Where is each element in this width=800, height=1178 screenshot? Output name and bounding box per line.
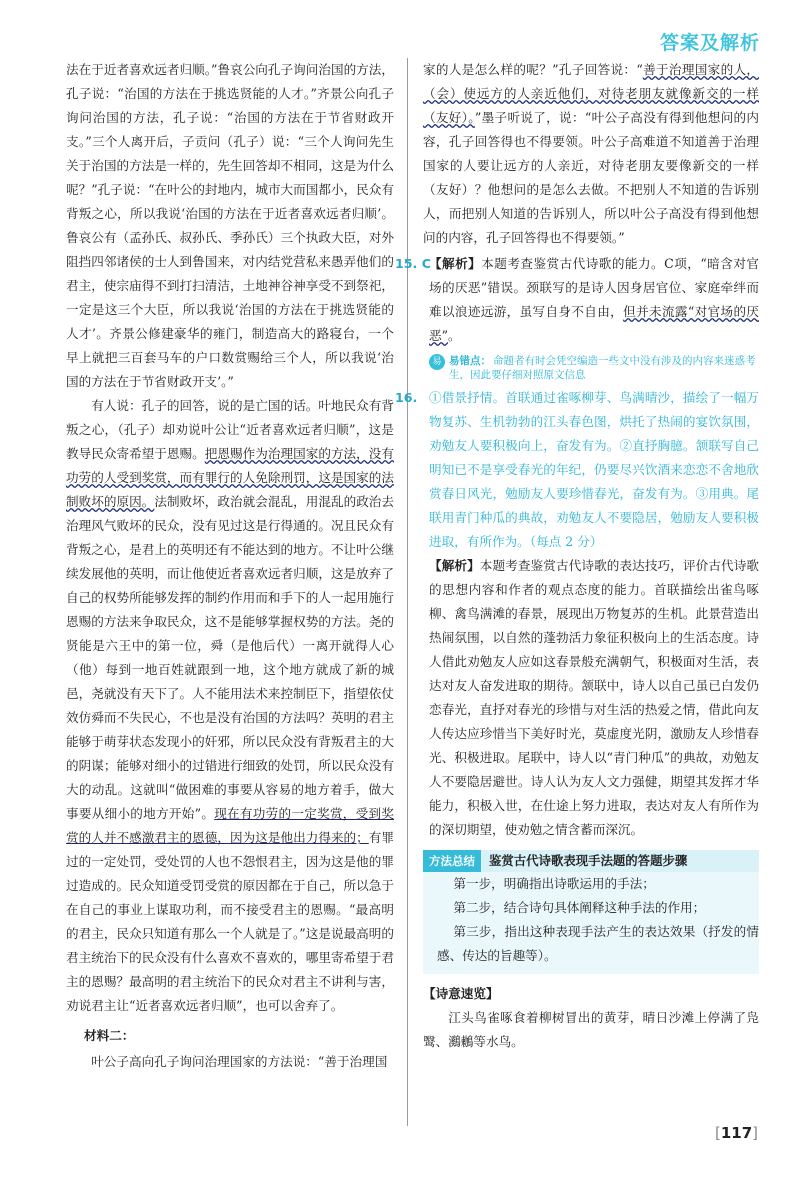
underlined-sentence: 善于治理国家的人，（会）使远方的人亲近他们，对待老朋友就像新交的一样（友好）。	[423, 62, 759, 125]
poem-meaning-heading: 【诗意速览】	[423, 986, 499, 1001]
right-column	[395, 58, 760, 1054]
paragraph-text: 有罪过的一定处罚，受处罚的人也不怨恨君主，因为这是他的罪过造成的。民众知道受罚受赏的原因都在于自己，所以急于在自己的事业上谋取功利，而不接受君主的恩赐。“最高明的君主，民众只知道有那么一个人就是了。”这是说最高明的君主统治下的民众没有什么喜欢不喜欢的，哪里寄希望于君主的恩赐？最高明的君主统治下的民众对君主不讲利与害，劝说君主让“近者喜欢远者归顺”，也可以舍弃了。	[66, 830, 395, 1013]
analysis-text: 本题考查鉴赏古代诗歌的表达技巧，评价古代诗歌的思想内容和作者的观点态度的能力。首联描绘出雀鸟啄柳、禽鸟满滩的春景，展现出万物复苏的生机。此景营造出热闹氛围，以自然的蓬勃活力象征积极向上的生活态度。诗人借此劝勉友人应如这春景般充满朝气，积极面对生活，表达对友人奋发进取的期待。颔联中，诗人以自己虽已白发仍恋春光，直抒对春光的珍惜与对生活的热爱之情，借此向友人传达应珍惜当下美好时光，莫虚度光阴，激励友人珍惜春光、积极进取。尾联中，诗人以“青门种瓜”的典故，劝勉友人不要隐居避世。诗人认为友人文力强健，期望其发挥才华能力，积极入世，在仕途上努力进取，表达对友人有所作为的深切期望，使劝勉之情含蓄而深沉。	[429, 558, 760, 837]
paragraph-text: ”墨子听说了，说：“叶公子高没有得到他想问的内容，孔子回答得也不得要领。叶公子高难道不知道善于治理国家的人要让远方的人亲近，对待老朋友要像新交的一样（友好）？他想问的是怎么去做。不把别人不知道的告诉别人，而把别人知道的告诉别人，所以叶公子高没有得到他想问的内容，孔子回答得也不得要领。”	[423, 110, 759, 245]
warning-icon: 易	[429, 354, 445, 370]
reference-answer: ①借景抒情。首联通过雀啄柳芽、鸟满晴沙，描绘了一幅万物复苏、生机勃勃的江头春色图，烘托了热闹的宴饮氛围，劝勉友人要积极向上，奋发有为。②直抒胸臆。颔联写自己明知已不是享受春光的年纪，仍要尽兴饮酒来恋恋不舍地欣赏春日风光，勉励友人要珍惜春光，奋发有为。③用典。尾联用青门种瓜的典故，劝勉友人不要隐居，勉励友人要积极进取，有所作为。（每点 2 分）	[429, 390, 759, 549]
translation-paragraph-1: 法在于近者喜欢远者归顺。”鲁哀公向孔子询问治国的方法，孔子说：“治国的方法在于挑选贤能的人才。”齐景公向孔子询问治国的方法，孔子说：“治国的方法在于节省财政开支。”三个人离开后，子贡问（孔子）说：“三个人询问先生关于治国的方法是一样的，先生回答却不相同，这是为什么呢？”孔子说：“在叶公的封地内，城市大而国都小，民众有背叛之心，所以我说‘治国的方法在于近者喜欢远者归顺’。鲁哀公有（孟孙氏、叔孙氏、季孙氏）三个执政大臣，对外阻挡四邻诸侯的士人到鲁国来，对内结党营私来愚弄他们的君主，使宗庙得不到打扫清洁，土地神谷神享受不到祭祀，一定是这三个大臣，所以我说‘治国的方法在于挑选贤能的人才’。齐景公修建豪华的雍门，制造高大的路寝台，一个早上就把三百套马车的户口数赏赐给三个人，所以我说‘治国的方法在于节省财政开支’。”	[66, 62, 394, 389]
underlined-sentence: 但并未流露“对官场的厌恶”	[429, 304, 759, 343]
translation-paragraph-2	[66, 394, 394, 1018]
note-label: 易错点：	[449, 355, 491, 367]
method-summary-header	[423, 850, 759, 872]
underlined-sentence: 现在有功劳的一定奖赏，受到奖赏的人并不感激君主的恩德，因为这是他出力得来的；	[66, 806, 394, 845]
paragraph-text: 法制败坏，政治就会混乱，用混乱的政治去治理风气败坏的民众，没有见过这是行得通的。况且民众有背叛之心，是君上的英明还有不能达到的地方。不让叶公继续发展他的英明，而让他使近者喜欢远者归顺，这是放弃了自己的权势所能够发挥的制约作用而和手下的人一起用施行恩赐的方法来争取民众，这不是能够掌握权势的方法。尧的贤能是六王中的第一位，舜（是他后代）一离开就得人心（他）每到一地百姓就跟到一地，这个地方就成了新的城邑，尧就没有天下了。人不能用法术来控制臣下，指望依仗效仿舜而不失民心，不也是没有治国的方法吗？英明的君主能够于萌芽状态发现小的奸邪，所以民众没有背叛君主的大的阴谋；能够对细小的过错进行细致的处罚，所以民众没有大的动乱。这就叫“做困难的事要从容易的地方着手，做大事要从细小的地方开始”。	[66, 494, 395, 821]
material-heading: 材料二：	[84, 1028, 135, 1043]
left-column	[66, 58, 394, 1074]
method-badge: 方法总结	[423, 850, 481, 872]
method-step-1: 第一步，明确指出诗歌运用的手法；	[453, 876, 655, 891]
question-number: 16.	[395, 390, 418, 405]
page-number: [117]	[714, 1124, 758, 1142]
analysis-tag: 【解析】	[429, 558, 480, 573]
method-summary-box	[423, 850, 759, 974]
question-number: 15. C	[395, 256, 431, 271]
underlined-sentence: 把恩赐作为治理国家的方法，没有功劳的人受到奖赏，而有罪行的人免除刑罚，这是国家的法制败坏的原因。	[66, 446, 395, 509]
method-step-2: 第二步，结合诗句具体阐释这种手法的作用；	[453, 900, 706, 915]
poem-meaning-text: 江头鸟雀啄食着柳树冒出的黄芽，晴日沙滩上停满了凫鹥、鸂鶒等水鸟。	[423, 1010, 759, 1049]
page-number-value: 117	[720, 1124, 753, 1142]
translation-paragraph-continued	[423, 58, 759, 250]
analysis-tag: 【解析】	[429, 256, 482, 271]
analysis-text: 。	[448, 328, 461, 343]
column-divider	[407, 58, 408, 1126]
translation-paragraph-3: 叶公子高向孔子询问治理国家的方法说：“善于治理国	[91, 1054, 388, 1069]
note-text: 命题者有时会凭空编造一些文中没有涉及的内容来迷惑考生，因此要仔细对照原文信息	[449, 355, 756, 381]
question-16	[395, 386, 760, 842]
method-step-3: 第三步，指出这种表现手法产生的表达效果（抒发的情感、传达的旨趣等）。	[437, 924, 759, 963]
question-15	[395, 252, 760, 348]
method-title: 鉴赏古代诗歌表现手法题的答题步骤	[489, 853, 688, 868]
section-title: 答案及解析	[659, 32, 760, 54]
analysis-text: 本题考查鉴赏古代诗歌的能力。C项，“暗含对官场的厌恶”错误。颈联写的是诗人因身居官位、家庭牵绊而难以浪迹远游，虽写自身不自由，	[429, 256, 760, 319]
paragraph-text: 有人说：孔子的回答，说的是亡国的话。叶地民众有背叛之心，（孔子）却劝说叶公让“近者喜欢远者归顺”，这是教导民众寄希望于恩赐。	[66, 398, 394, 461]
error-prone-note	[429, 354, 759, 382]
paragraph-text: 家的人是怎么样的呢？”孔子回答说：“	[423, 62, 643, 77]
